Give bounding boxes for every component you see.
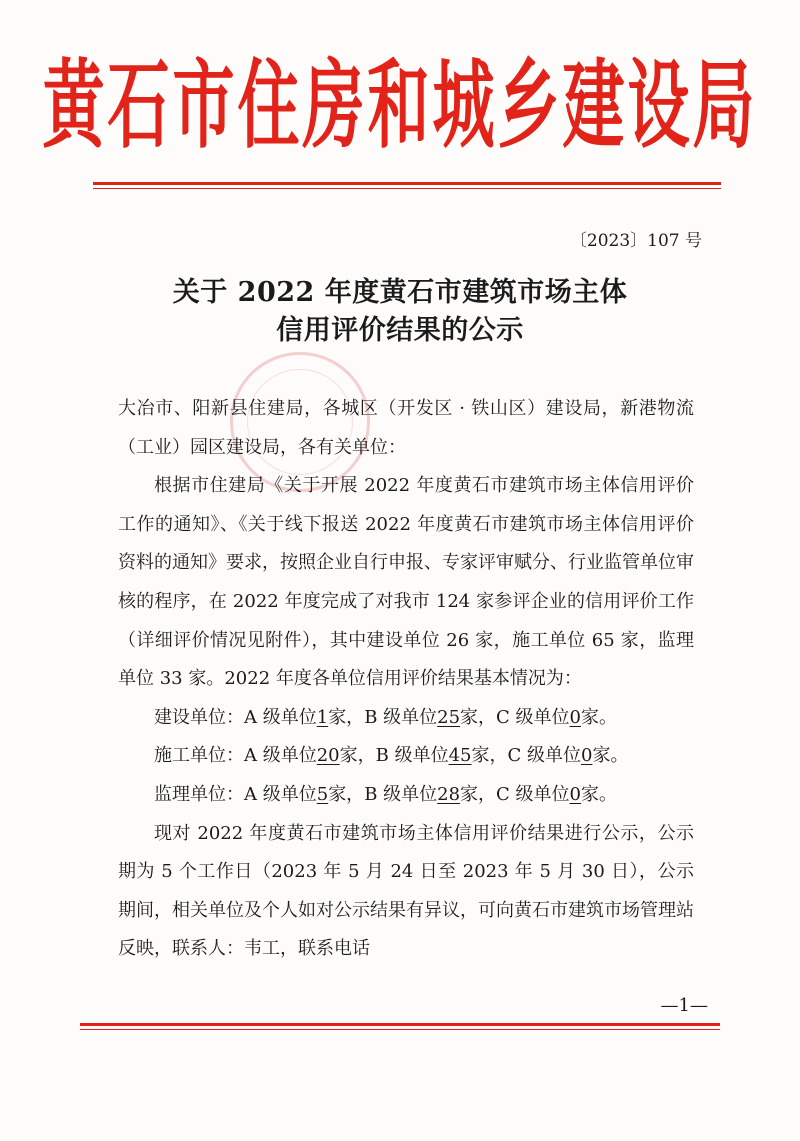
- footer-rule-thin: [80, 1029, 720, 1030]
- paragraph-publicity: 现对 2022 年度黄石市建筑市场主体信用评价结果进行公示，公示期为 5 个工作日（2023 年 5 月 24 日至 2023 年 5 月 30 日），公示期间，相关单位及个人如对公示结果有异议，可向黄石市建筑市场管理站反映，联系人：韦工，联系电话: [118, 822, 694, 960]
- a-count: 20: [316, 745, 340, 767]
- document-title-line2: 信用评价结果的公示: [276, 315, 524, 346]
- b-count: 25: [437, 706, 461, 728]
- a-count: 1: [316, 706, 329, 728]
- b-count: 45: [448, 745, 472, 767]
- footer-rule-thick: [80, 1023, 720, 1026]
- result-line-contractor: 施工单位：A 级单位20家，B 级单位45家，C 级单位0家。: [154, 745, 629, 767]
- paragraph-basis: 根据市住建局《关于开展 2022 年度黄石市建筑市场主体信用评价工作的通知》、《关于线下报送 2022 年度黄石市建筑市场主体信用评价资料的通知》要求，按照企业自行申报、专家评审赋分、行业监管单位审核的程序，在 2022 年度完成了对我市 124 家参评企业的信用评价工作（详细评价情况见附件），其中建设单位 26 家，施工单位 65 家，监理单位 33 家。2022 年度各单位信用评价结果基本情况为：: [118, 475, 694, 690]
- c-count: 0: [569, 706, 581, 728]
- document-body: [118, 390, 694, 969]
- c-count: 0: [569, 783, 581, 805]
- masthead-rule-thick: [93, 182, 721, 185]
- document-number: 〔2023〕107 号: [569, 231, 702, 251]
- result-line-construction: 建设单位：A 级单位1家，B 级单位25家，C 级单位0家。: [154, 706, 617, 728]
- masthead-title: 黄石市住房和城乡建设局: [42, 48, 758, 162]
- page-number: —1—: [660, 995, 708, 1016]
- result-line-supervision: 监理单位：A 级单位5家，B 级单位28家，C 级单位0家。: [154, 783, 617, 805]
- addressees: 大冶市、阳新县住建局，各城区（开发区 · 铁山区）建设局，新港物流（工业）园区建设局，各有关单位：: [118, 398, 694, 458]
- c-count: 0: [581, 745, 593, 767]
- b-count: 28: [437, 783, 461, 805]
- document-title-line1: 关于 2022 年度黄石市建筑市场主体: [172, 277, 628, 308]
- masthead-rule-thin: [93, 188, 721, 189]
- a-count: 5: [316, 783, 329, 805]
